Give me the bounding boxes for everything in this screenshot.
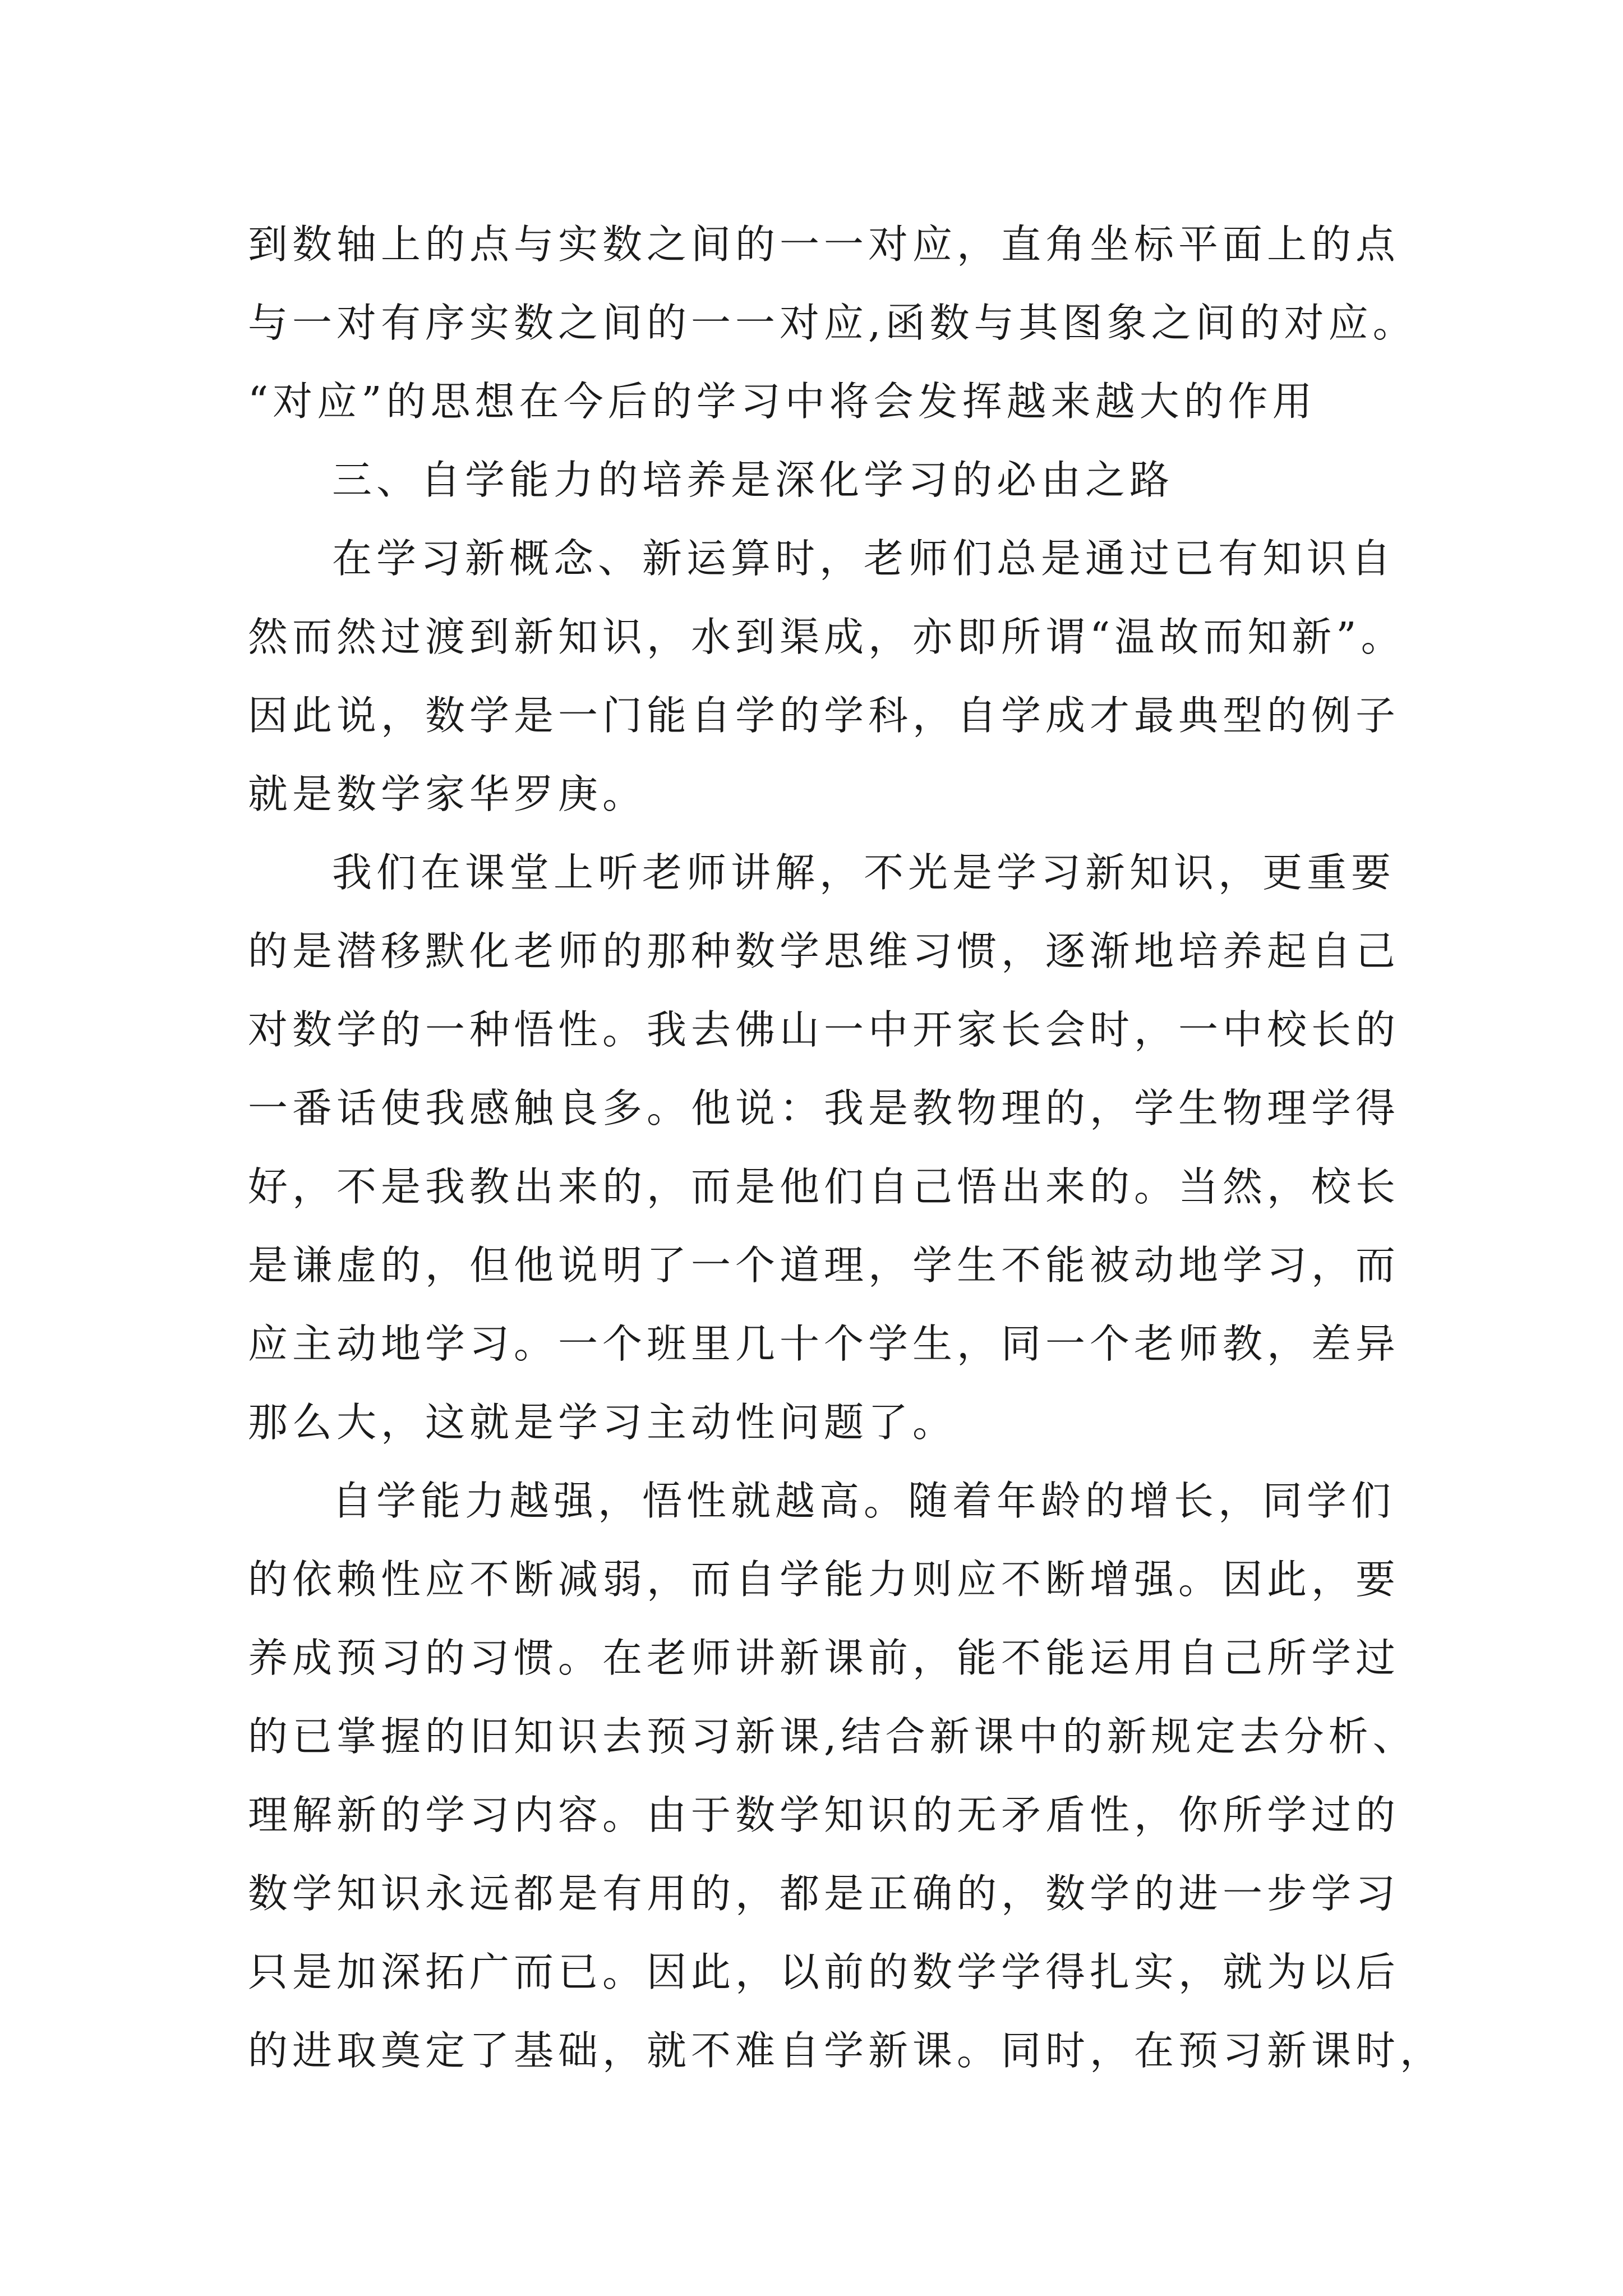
text-line: 就是数学家华罗庚。	[248, 771, 647, 817]
text-line: 的已掌握的旧知识去预习新课,结合新课中的新规定去分析、	[248, 1713, 1417, 1760]
text-line: 的进取奠定了基础，就不难自学新课。同时，在预习新课时，	[248, 2027, 1445, 2074]
text-line: 与一对有序实数之间的一一对应,函数与其图象之间的对应。	[248, 300, 1417, 346]
text-line: 应主动地学习。一个班里几十个学生，同一个老师教，差异	[248, 1320, 1400, 1367]
text-line: 理解新的学习内容。由于数学知识的无矛盾性，你所学过的	[248, 1792, 1400, 1838]
paragraph-start: 我们在课堂上听老师讲解，不光是学习新知识，更重要	[332, 849, 1396, 896]
text-line: 对数学的一种悟性。我去佛山一中开家长会时，一中校长的	[248, 1006, 1400, 1053]
text-line: 是谦虚的，但他说明了一个道理，学生不能被动地学习，而	[248, 1242, 1400, 1289]
text-line: 养成预习的习惯。在老师讲新课前，能不能运用自己所学过	[248, 1635, 1400, 1681]
text-line: 只是加深拓广而已。因此，以前的数学学得扎实，就为以后	[248, 1949, 1400, 1995]
section-heading: 三、自学能力的培养是深化学习的必由之路	[332, 457, 1174, 503]
text-line: 好，不是我教出来的，而是他们自己悟出来的。当然，校长	[248, 1163, 1400, 1210]
text-line: 那么大，这就是学习主动性问题了。	[248, 1399, 957, 1446]
paragraph-start: 自学能力越强，悟性就越高。随着年龄的增长，同学们	[332, 1478, 1396, 1524]
text-line: 一番话使我感触良多。他说：我是教物理的，学生物理学得	[248, 1085, 1400, 1131]
text-line: 的是潜移默化老师的那种数学思维习惯，逐渐地培养起自己	[248, 928, 1400, 974]
text-line: 到数轴上的点与实数之间的一一对应，直角坐标平面上的点	[248, 221, 1400, 268]
text-line: “对应”的思想在今后的学习中将会发挥越来越大的作用	[248, 378, 1317, 425]
text-line: 的依赖性应不断减弱，而自学能力则应不断增强。因此，要	[248, 1556, 1400, 1603]
text-line: 数学知识永远都是有用的，都是正确的，数学的进一步学习	[248, 1870, 1400, 1917]
body-text	[248, 205, 1445, 2090]
text-line: 因此说，数学是一门能自学的学科，自学成才最典型的例子	[248, 692, 1400, 739]
text-line: 然而然过渡到新知识，水到渠成，亦即所谓“温故而知新”。	[248, 614, 1405, 660]
paragraph-start: 在学习新概念、新运算时，老师们总是通过已有知识自	[332, 535, 1396, 582]
